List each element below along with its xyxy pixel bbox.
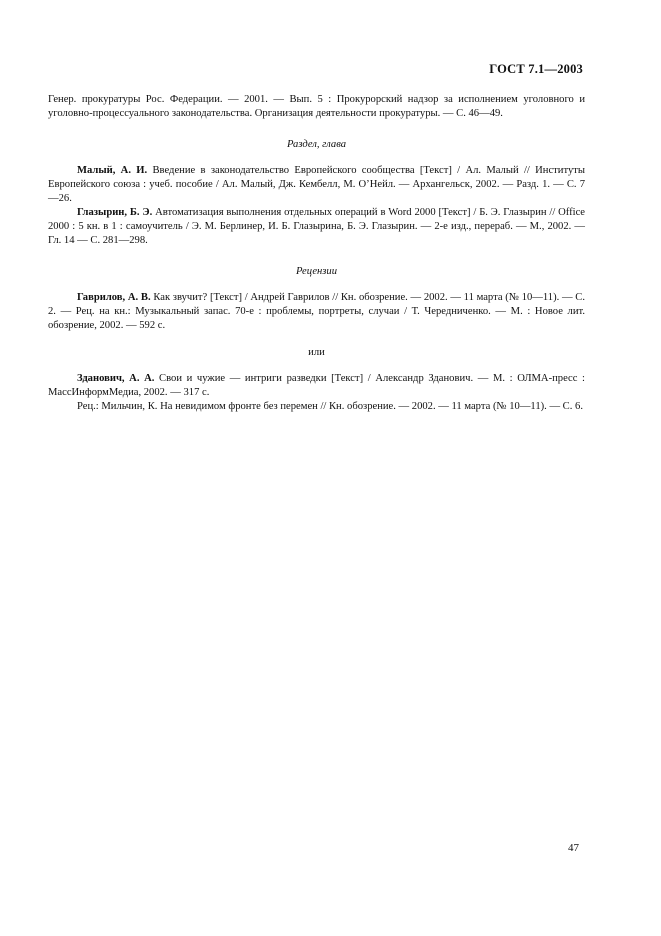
section-title-reviews: Рецензии bbox=[295, 266, 338, 277]
entry-author: Гаврилов, А. В. bbox=[77, 292, 151, 303]
entry-author: Глазырин, Б. Э. bbox=[77, 207, 153, 218]
review-reference: Рец.: Мильчин, К. На невидимом фронте без перемен // Кн. обозрение. — 2002. — 11 марта (№ 10—11). — С. 6. bbox=[77, 401, 583, 412]
entry-text: Автоматизация выполнения отдельных операций в Word 2000 [Текст] / Б. Э. Глазырин // Office 2000 : 5 кн. в 1 : самоучитель / Э. М. Берлинер, И. Б. Глазырина, Б. Э. Глазырин. — 2-е изд., перераб. — М., 2002. — Гл. 14 — С. 281—298. bbox=[48, 207, 586, 246]
page-content bbox=[48, 93, 585, 414]
section-title-chapter: Раздел, глава bbox=[286, 139, 347, 150]
entry-text: Свои и чужие — интриги разведки [Текст] / Александр Зданович. — М. : ОЛМА-пресс : МассИнформМедиа, 2002. — 317 с. bbox=[48, 373, 585, 398]
entry-text: Введение в законодательство Европейского сообщества [Текст] / Ал. Малый // Институты Европейского союза : учеб. пособие / Ал. Малый, Дж. Кембелл, М. О’Нейл. — Архангельск, 2002. — Разд. 1. — С. 7—26. bbox=[48, 165, 585, 204]
bibliography-entry bbox=[48, 372, 585, 400]
entry-author: Зданович, А. А. bbox=[77, 373, 155, 384]
page-number: 47 bbox=[568, 842, 579, 854]
entry-author: Малый, А. И. bbox=[77, 165, 148, 176]
bibliography-entry bbox=[48, 206, 585, 248]
bibliography-entry bbox=[48, 291, 585, 333]
entry-text: Как звучит? [Текст] / Андрей Гаврилов // Кн. обозрение. — 2002. — 11 марта (№ 10—11). — С. 2. — Рец. на кн.: Музыкальный запас. 70-е : проблемы, портреты, случаи / Т. Чередниченко. — М. : Новое лит. обозрение, 2002. — 592 с. bbox=[48, 292, 586, 331]
intro-paragraph: Генер. прокуратуры Рос. Федерации. — 2001. — Вып. 5 : Прокурорский надзор за исполнением уголовного и уголовно-процессуального законодательства. Организация деятельности прокуратуры. — С. 46—49. bbox=[48, 94, 585, 119]
bibliography-entry bbox=[48, 164, 585, 206]
document-header: ГОСТ 7.1—2003 bbox=[489, 62, 583, 76]
or-separator: или bbox=[308, 347, 325, 358]
